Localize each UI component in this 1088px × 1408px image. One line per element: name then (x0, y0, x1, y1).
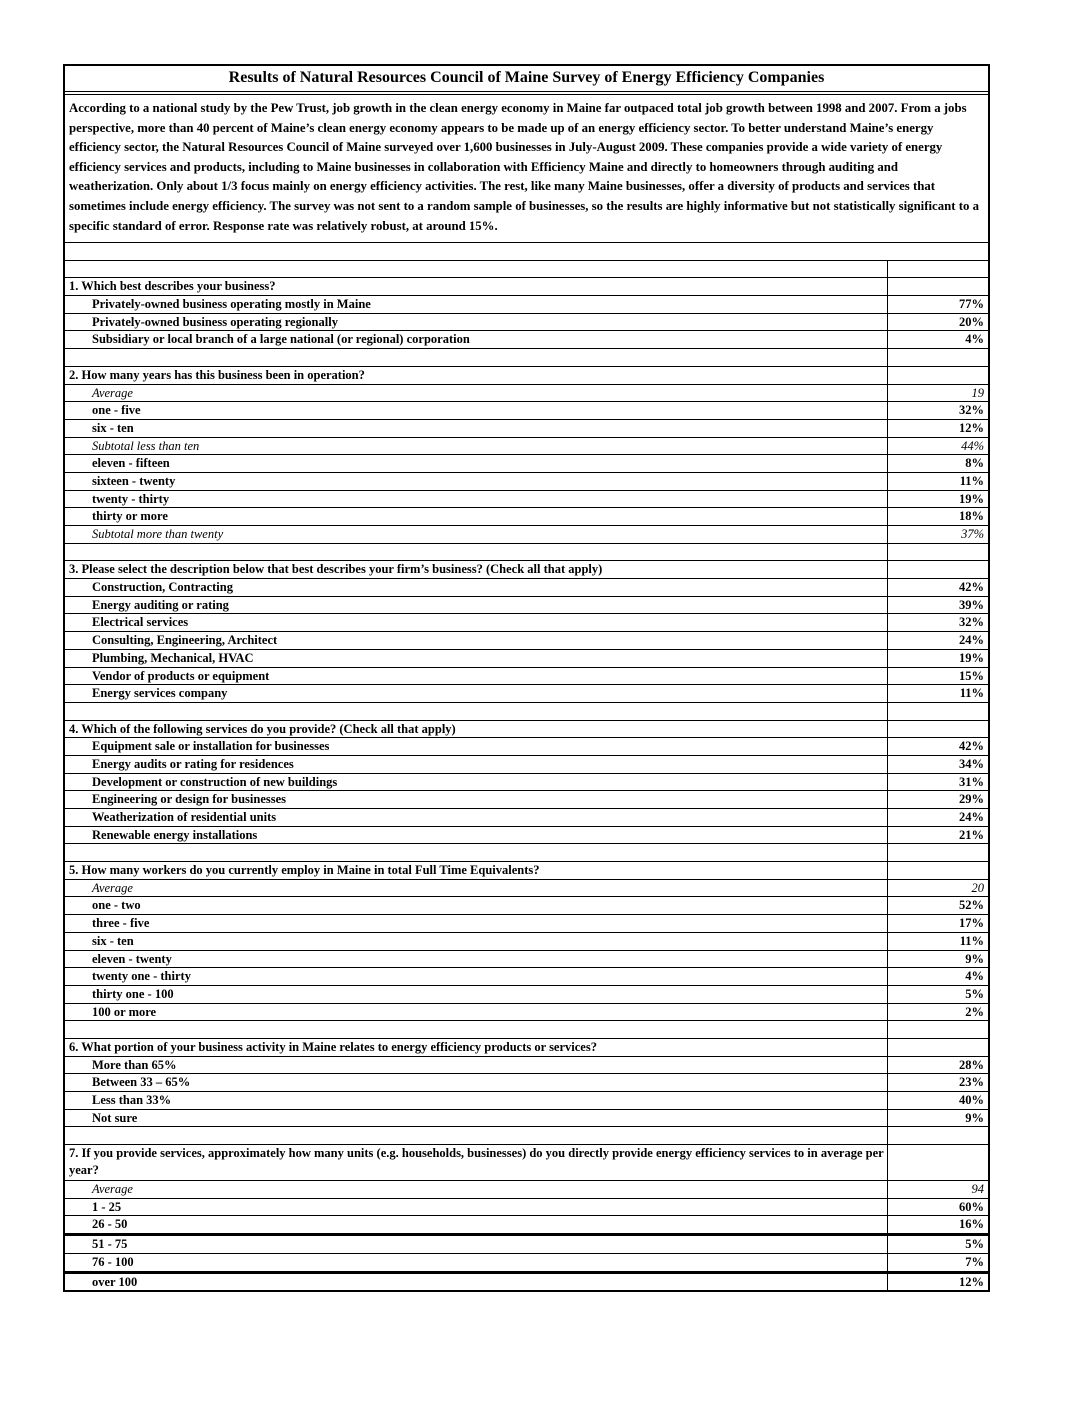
spacer-row (65, 243, 988, 261)
row-value: 20% (959, 314, 984, 329)
answer-row (65, 1236, 988, 1254)
answer-row (65, 756, 988, 774)
row-label: 6. What portion of your business activity in Maine relates to energy efficiency products or services? (65, 1039, 888, 1056)
row-label: Equipment sale or installation for businesses (65, 738, 888, 755)
row-value (888, 1021, 988, 1038)
answer-row (65, 331, 988, 349)
row-label: thirty or more (65, 508, 888, 525)
row-label: three - five (65, 915, 888, 932)
row-value: 5% (965, 986, 984, 1001)
answer-row (65, 402, 988, 420)
answer-row (65, 1110, 988, 1128)
row-value: 19 (971, 385, 984, 400)
spacer-row (65, 544, 988, 562)
answer-row (65, 614, 988, 632)
row-label: Energy audits or rating for residences (65, 756, 888, 773)
row-label: Plumbing, Mechanical, HVAC (65, 650, 888, 667)
answer-row (65, 491, 988, 509)
row-label: twenty one - thirty (65, 968, 888, 985)
row-value: 23% (959, 1075, 984, 1090)
row-value: 19% (959, 650, 984, 665)
answer-row (65, 1181, 988, 1199)
row-label: six - ten (65, 420, 888, 437)
answer-row (65, 1216, 988, 1236)
row-value: 29% (959, 792, 984, 807)
answer-row (65, 1092, 988, 1110)
row-label: Energy services company (65, 685, 888, 702)
row-value: 32% (959, 615, 984, 630)
row-value (888, 261, 988, 278)
answer-row (65, 526, 988, 544)
row-value: 18% (959, 509, 984, 524)
answer-row (65, 420, 988, 438)
row-value (888, 721, 988, 738)
answer-row (65, 951, 988, 969)
answer-row (65, 385, 988, 403)
spacer-row (65, 703, 988, 721)
row-label (65, 1021, 888, 1038)
row-label (65, 844, 888, 861)
row-label: Average (65, 385, 888, 402)
row-value: 11% (959, 686, 984, 701)
row-value (888, 1039, 988, 1056)
row-value (888, 544, 988, 561)
row-label: sixteen - twenty (65, 473, 888, 490)
question-row-7 (65, 1145, 988, 1181)
row-value: 17% (959, 916, 984, 931)
answer-row (65, 791, 988, 809)
row-value: 24% (959, 633, 984, 648)
answer-row (65, 296, 988, 314)
row-value: 52% (959, 898, 984, 913)
row-value: 37% (961, 527, 984, 541)
row-label: Energy auditing or rating (65, 597, 888, 614)
row-value: 60% (959, 1199, 984, 1214)
answer-row (65, 1057, 988, 1075)
row-value: 7% (965, 1254, 984, 1269)
row-value: 9% (965, 1110, 984, 1125)
row-value: 42% (959, 580, 984, 595)
row-label: Privately-owned business operating mostly in Maine (65, 296, 888, 313)
answer-row (65, 438, 988, 456)
row-value (888, 1127, 988, 1144)
row-value: 31% (959, 774, 984, 789)
row-label: Between 33 – 65% (65, 1074, 888, 1091)
row-label (65, 544, 888, 561)
row-label: More than 65% (65, 1057, 888, 1074)
row-value: 94 (971, 1182, 984, 1197)
row-value: 4% (965, 969, 984, 984)
row-label: Electrical services (65, 614, 888, 631)
row-value: 21% (959, 827, 984, 842)
answer-row (65, 1004, 988, 1022)
row-label: over 100 (65, 1274, 888, 1291)
answer-row (65, 968, 988, 986)
spacer-row (65, 349, 988, 367)
row-label: 100 or more (65, 1004, 888, 1021)
answer-row (65, 809, 988, 827)
row-value: 28% (959, 1057, 984, 1072)
row-value: 15% (959, 668, 984, 683)
row-label (65, 703, 888, 720)
row-label (65, 349, 888, 366)
intro-paragraph: According to a national study by the Pew Trust, job growth in the clean energy economy in Maine far outpaced total job growth between 1998 and 2007. From a jobs perspective, more than 40 percent of Maine’s clean energy economy appears to be made up of an energy efficiency sector. To better understand Maine’s energy efficiency sector, the Natural Resources Council of Maine surveyed over 1,600 businesses in July-August 2009. These companies provide a wide variety of energy efficiency services and products, including to Maine businesses in collaboration with Efficiency Maine and directly to homeowners through auditing and weatherization. Only about 1/3 focus mainly on energy efficiency activities. The rest, like many Maine businesses, offer a diversity of products and services that sometimes include energy efficiency. The survey was not sent to a random sample of businesses, so the results are highly informative but not statistically significant to a specific standard of error. Response rate was relatively robust, at around 15%. (65, 94, 988, 243)
question-row-3 (65, 561, 988, 579)
spacer-row (65, 1021, 988, 1039)
row-value (888, 278, 988, 295)
row-label: 5. How many workers do you currently employ in Maine in total Full Time Equivalents? (65, 862, 888, 879)
row-value: 12% (959, 1274, 984, 1289)
row-value: 19% (959, 491, 984, 506)
spacer-row (65, 844, 988, 862)
row-label: Privately-owned business operating regionally (65, 314, 888, 331)
row-value: 11% (959, 933, 984, 948)
answer-row (65, 915, 988, 933)
row-value: 32% (959, 403, 984, 418)
question-row-5 (65, 862, 988, 880)
row-value (888, 862, 988, 879)
row-label: Development or construction of new buildings (65, 774, 888, 791)
row-label: Subsidiary or local branch of a large national (or regional) corporation (65, 331, 888, 348)
row-value: 5% (965, 1237, 984, 1252)
answer-row (65, 774, 988, 792)
row-label: thirty one - 100 (65, 986, 888, 1003)
row-label: 26 - 50 (65, 1216, 888, 1233)
answer-row (65, 597, 988, 615)
answer-row (65, 685, 988, 703)
row-value (888, 349, 988, 366)
row-label: 1 - 25 (65, 1199, 888, 1216)
answer-row (65, 1274, 988, 1291)
row-label (65, 243, 888, 260)
question-row-6 (65, 1039, 988, 1057)
answer-row (65, 314, 988, 332)
answer-row (65, 986, 988, 1004)
row-label: Subtotal more than twenty (65, 526, 888, 543)
answer-row (65, 473, 988, 491)
row-value: 4% (965, 332, 984, 347)
row-value: 11% (959, 473, 984, 488)
row-label: Consulting, Engineering, Architect (65, 632, 888, 649)
row-label: Average (65, 880, 888, 897)
row-value (888, 844, 988, 861)
row-label: Construction, Contracting (65, 579, 888, 596)
row-label: six - ten (65, 933, 888, 950)
answer-row (65, 1074, 988, 1092)
row-label (65, 1127, 888, 1144)
row-value: 44% (961, 438, 984, 453)
row-label: eleven - fifteen (65, 455, 888, 472)
row-label (65, 261, 888, 278)
row-label: one - two (65, 897, 888, 914)
answer-row (65, 1199, 988, 1217)
answer-row (65, 455, 988, 473)
answer-row (65, 738, 988, 756)
question-row-1 (65, 278, 988, 296)
answer-row (65, 897, 988, 915)
row-label: Not sure (65, 1110, 888, 1127)
row-value: 8% (965, 456, 984, 471)
row-value (888, 367, 988, 384)
spacer-row (65, 1127, 988, 1145)
row-value: 2% (965, 1004, 984, 1019)
row-value: 40% (959, 1093, 984, 1107)
row-value: 24% (959, 810, 984, 824)
question-row-2 (65, 367, 988, 385)
row-label: eleven - twenty (65, 951, 888, 968)
spacer-row (65, 261, 988, 279)
row-label: Average (65, 1181, 888, 1198)
row-value (888, 703, 988, 720)
row-label: 4. Which of the following services do you provide? (Check all that apply) (65, 721, 888, 738)
row-value: 12% (959, 420, 984, 435)
row-label: 3. Please select the description below that best describes your firm’s business? (Check all that apply) (65, 561, 888, 578)
question-row-4 (65, 721, 988, 739)
answer-row (65, 880, 988, 898)
survey-document (63, 64, 990, 1292)
row-label: Vendor of products or equipment (65, 668, 888, 685)
row-value: 39% (959, 597, 984, 612)
row-label: Weatherization of residential units (65, 809, 888, 826)
row-value (888, 561, 988, 578)
row-value: 20 (971, 880, 984, 895)
row-label: 2. How many years has this business been in operation? (65, 367, 888, 384)
row-value: 34% (959, 756, 984, 771)
row-value (888, 1145, 988, 1180)
row-label: 76 - 100 (65, 1254, 888, 1271)
row-label: Engineering or design for businesses (65, 791, 888, 808)
row-label: 1. Which best describes your business? (65, 278, 888, 295)
row-value: 9% (965, 951, 984, 966)
row-label: twenty - thirty (65, 491, 888, 508)
row-label: Less than 33% (65, 1092, 888, 1109)
row-value: 16% (959, 1217, 984, 1232)
row-label: Subtotal less than ten (65, 438, 888, 455)
answer-row (65, 650, 988, 668)
answer-row (65, 668, 988, 686)
row-value: 77% (959, 297, 984, 312)
row-label: Renewable energy installations (65, 827, 888, 844)
answer-row (65, 632, 988, 650)
answer-row (65, 933, 988, 951)
row-value: 42% (959, 739, 984, 754)
row-label: one - five (65, 402, 888, 419)
survey-table (65, 243, 988, 1290)
answer-row (65, 827, 988, 845)
document-title: Results of Natural Resources Council of Maine Survey of Energy Efficiency Companies (65, 66, 988, 92)
answer-row (65, 508, 988, 526)
row-label: 7. If you provide services, approximately how many units (e.g. households, businesses) do you directly provide energy efficiency services to in average per year? (65, 1145, 888, 1180)
answer-row (65, 1254, 988, 1274)
row-value (888, 243, 988, 260)
row-label: 51 - 75 (65, 1236, 888, 1253)
answer-row (65, 579, 988, 597)
